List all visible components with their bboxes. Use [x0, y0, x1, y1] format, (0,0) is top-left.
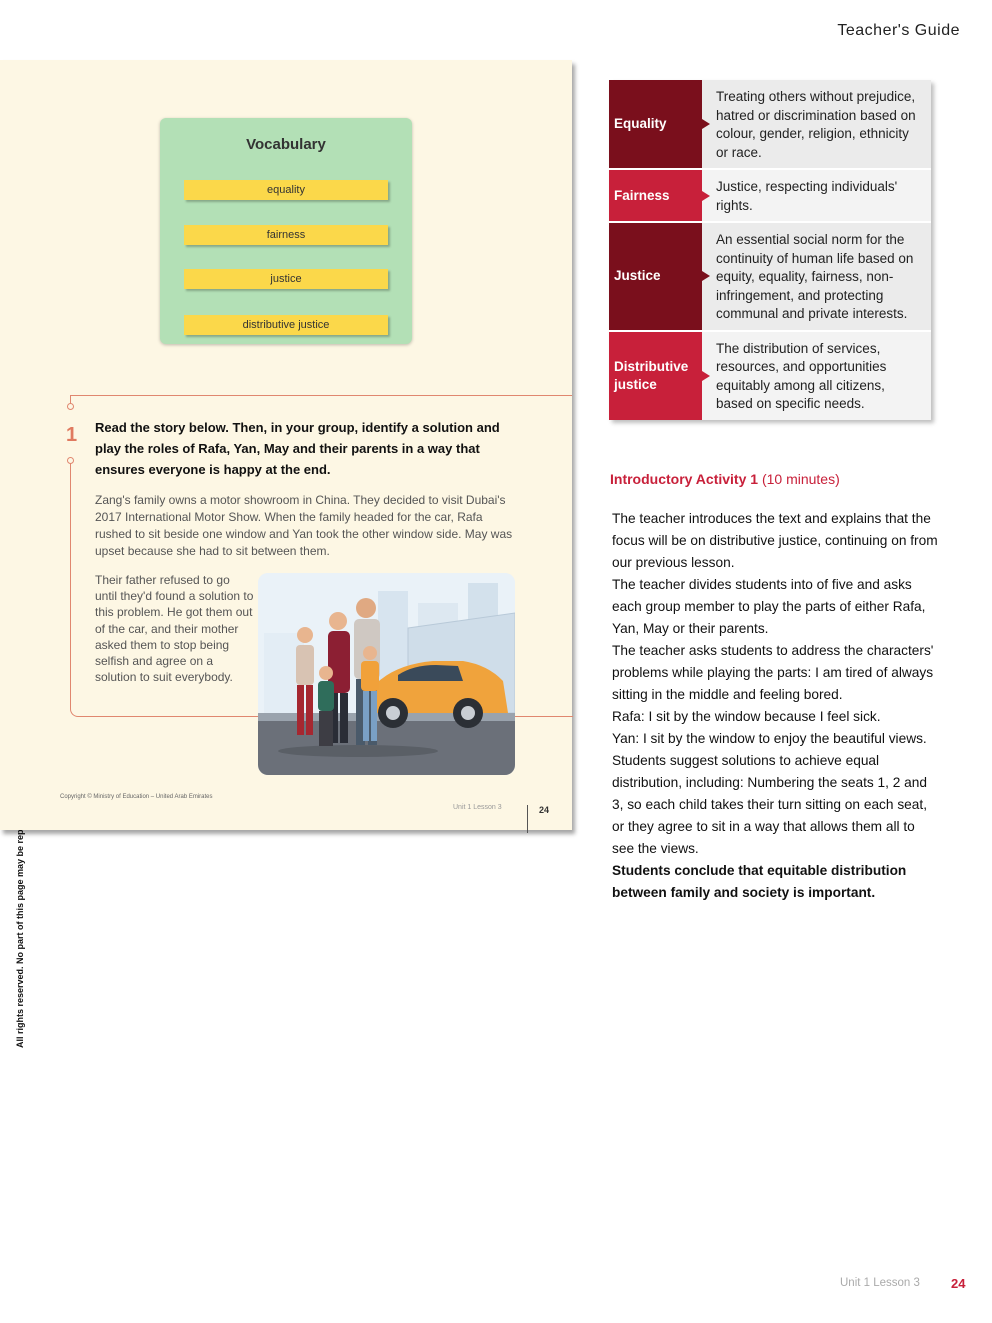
student-page-number: 24 — [539, 805, 550, 815]
frame-dot-top — [67, 403, 74, 410]
activity-paragraph: The teacher introduces the text and explains that the focus will be on distributive justice, continuing on from our previous lesson. — [612, 511, 938, 570]
student-page-copyright: Copyright © Ministry of Education – United Arab Emirates — [60, 794, 213, 800]
student-page-unit-lesson: Unit 1 Lesson 3 — [453, 804, 502, 811]
activity-frame-top — [70, 395, 572, 396]
glossary-row — [609, 332, 931, 420]
activity-instruction: Read the story below. Then, in your group, identify a solution and play the roles of Rafa, Yan, May and their parents in a way that ensures everyone is happy at the end. — [95, 420, 500, 477]
frame-dot-bottom — [67, 457, 74, 464]
intro-activity-heading — [610, 471, 840, 487]
glossary-row — [609, 80, 931, 170]
glossary-row — [609, 223, 931, 332]
vocabulary-box — [160, 118, 412, 344]
activity-number: 1 — [66, 424, 78, 446]
intro-activity-duration: (10 minutes) — [761, 471, 840, 487]
story-paragraph-2: Their father refused to go until they'd found a solution to this problem. He got them out of the car, and their mother asked them to stop being selfish and agree on a solution to suit everybody. — [95, 573, 254, 685]
activity-paragraph: The teacher asks students to address the characters' problems while playing the parts: I am tired of always sitting in the middle and feeling bored. — [612, 643, 934, 702]
glossary-term: Fairness — [609, 170, 702, 221]
vocab-chip-justice: justice — [184, 269, 388, 289]
intro-activity-body — [612, 508, 940, 904]
student-page-footer-divider — [527, 805, 528, 833]
activity-paragraph: Yan: I sit by the window to enjoy the beautiful views. — [612, 731, 927, 746]
vocab-chip-distributive-justice: distributive justice — [184, 315, 388, 335]
activity-paragraph: Rafa: I sit by the window because I feel sick. — [612, 709, 881, 724]
vocabulary-title: Vocabulary — [246, 136, 326, 153]
story-paragraph-1: Zang's family owns a motor showroom in China. They decided to visit Dubai's 2017 International Motor Show. When the family headed for the car, Rafa rushed to sit beside one window and Yan took the other window side. May was upset because she had to sit between them. — [95, 493, 513, 558]
glossary-term: Distributive justice — [609, 332, 702, 420]
glossary-table — [609, 80, 931, 420]
footer-unit-lesson: Unit 1 Lesson 3 — [840, 1277, 920, 1289]
student-book-page — [0, 60, 572, 830]
glossary-term: Justice — [609, 223, 702, 330]
activity-paragraph: The teacher divides students into of five and asks each group member to play the parts of either Rafa, Yan, May or their parents. — [612, 577, 926, 636]
page-header-title: Teacher's Guide — [837, 22, 960, 39]
glossary-definition: Treating others without prejudice, hatred or discrimination based on colour, gender, religion, ethnicity or race. — [702, 80, 931, 168]
family-car-illustration — [258, 573, 515, 775]
activity-conclusion: Students conclude that equitable distribution between family and society is important. — [612, 863, 907, 900]
glossary-row — [609, 170, 931, 223]
glossary-definition: An essential social norm for the continuity of human life based on equity, equality, fairness, non-infringement, and protecting communal and private interests. — [702, 223, 931, 330]
vocab-chip-equality: equality — [184, 180, 388, 200]
footer-page-number: 24 — [951, 1276, 966, 1291]
glossary-definition: The distribution of services, resources, and opportunities equitably among all citizens, based on specific needs. — [702, 332, 931, 420]
intro-activity-title: Introductory Activity 1 — [610, 471, 759, 487]
activity-paragraph: Students suggest solutions to achieve equal distribution, including: Numbering the seats 1, 2 and 3, so each child takes their turn sitting on each seat, or they agree to sit in a way that allows them all to see the views. — [612, 753, 927, 856]
vocab-chip-fairness: fairness — [184, 225, 388, 245]
glossary-term: Equality — [609, 80, 702, 168]
glossary-definition: Justice, respecting individuals' rights. — [702, 170, 931, 221]
